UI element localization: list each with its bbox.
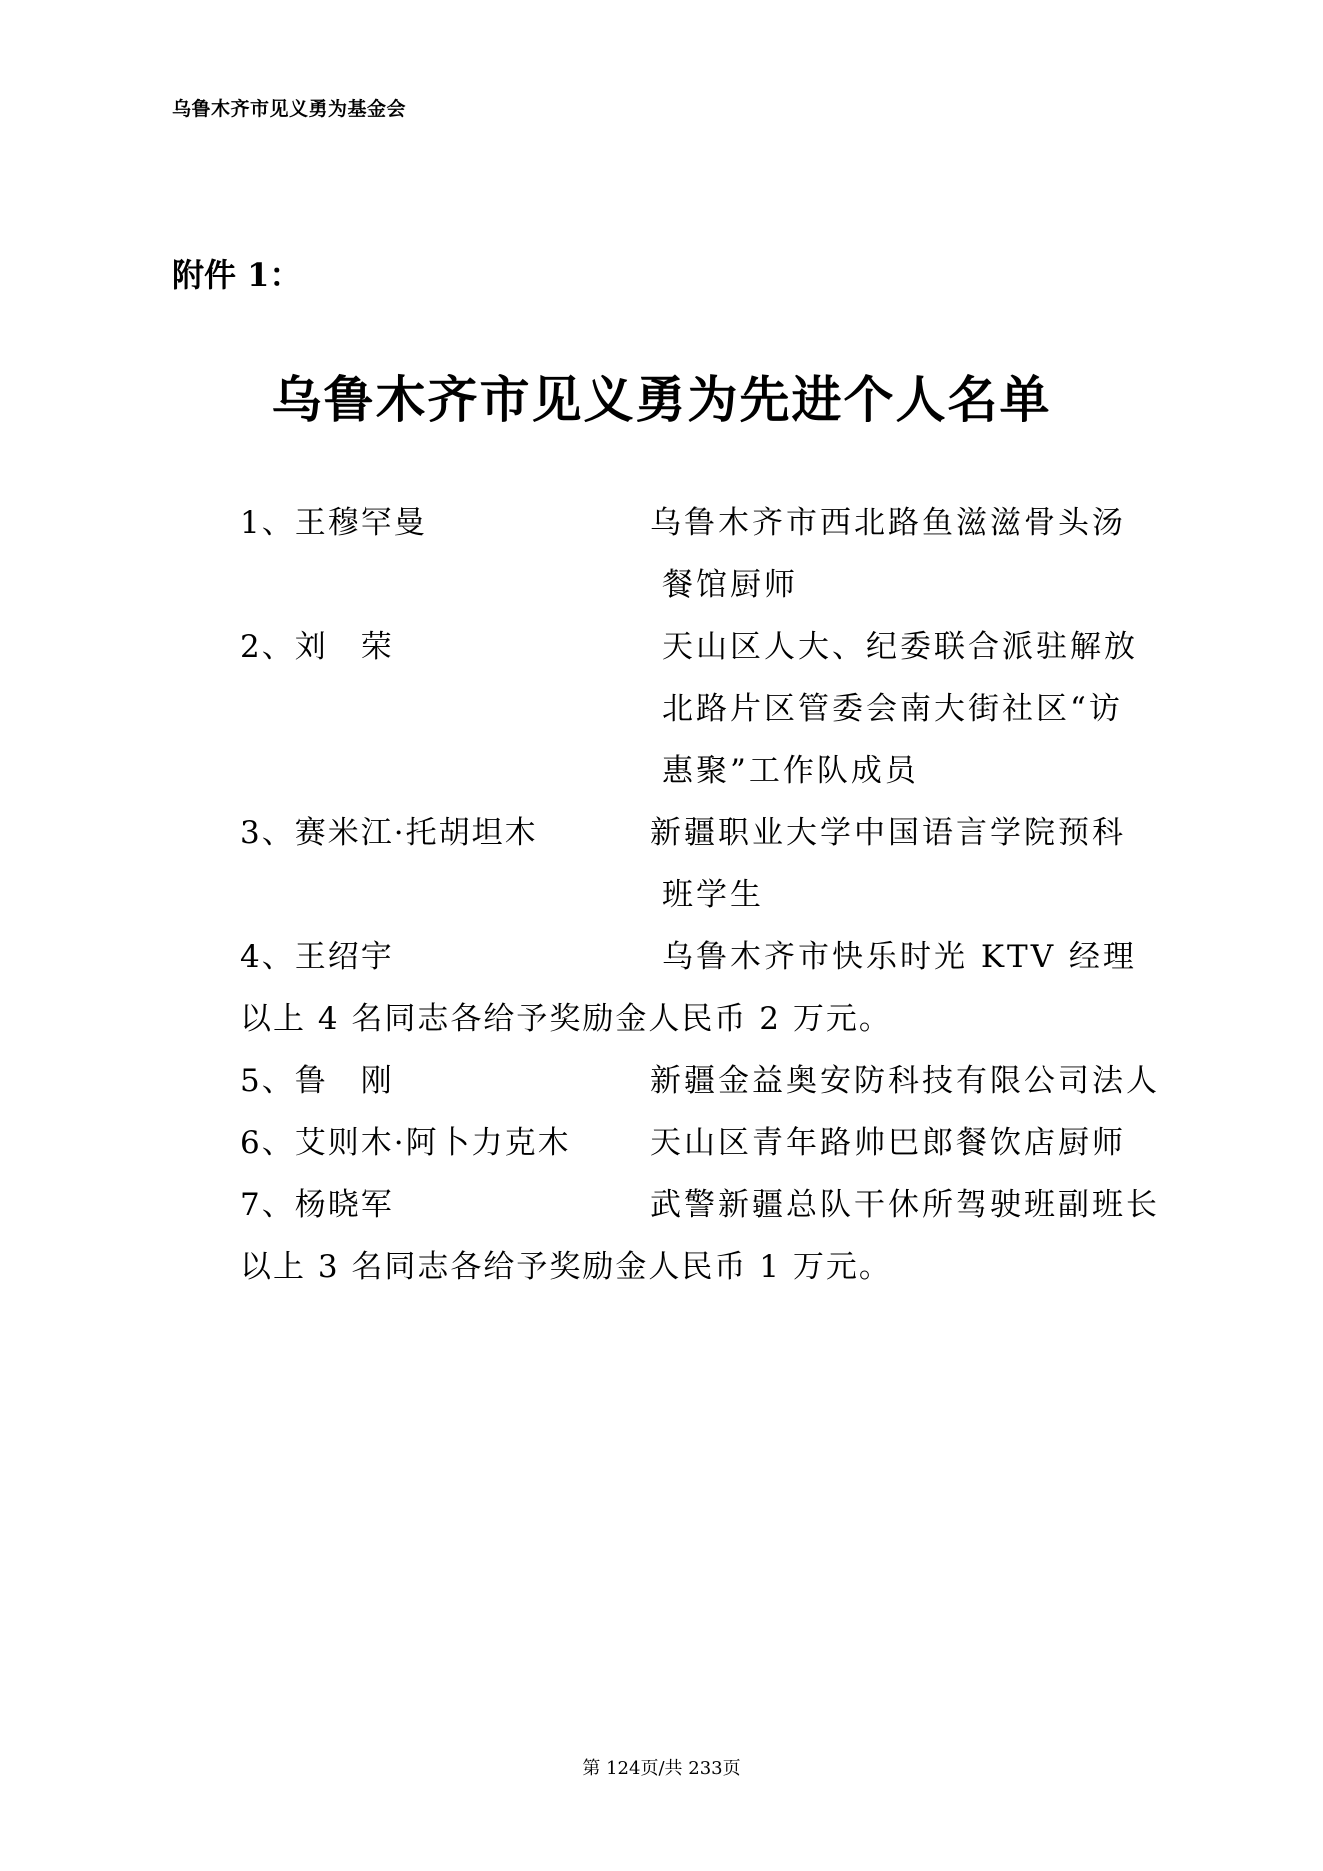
honoree-name: 3、赛米江·托胡坦木 [240,815,538,851]
organization-header: 乌鲁木齐市见义勇为基金会 [172,98,407,120]
list-item [240,1050,1160,1112]
list-item [240,1174,1160,1236]
honoree-name: 6、艾则木·阿卜力克木 [240,1125,571,1161]
description-line: 惠聚”工作队成员 [662,753,919,789]
description-line: 餐馆厨师 [662,567,798,603]
list-item [240,1112,1160,1174]
honoree-name: 7、杨晓军 [240,1187,394,1223]
document-title: 乌鲁木齐市见义勇为先进个人名单 [271,370,1052,429]
honoree-description [650,926,1160,988]
honoree-name: 5、鲁 刚 [240,1063,394,1099]
honoree-name: 1、王穆罕曼 [240,505,427,541]
description-line: 新疆金益奥安防科技有限公司法人 [650,1063,1160,1099]
honoree-description [650,492,1160,616]
description-line: 天山区青年路帅巴郎餐饮店厨师 [650,1125,1126,1161]
honoree-description [650,616,1160,802]
award-summary: 以上 4 名同志各给予奖励金人民币 2 万元。 [240,1001,892,1037]
honoree-description [650,1050,1160,1112]
description-line: 乌鲁木齐市快乐时光 KTV 经理 [662,939,1137,975]
honoree-description [650,802,1160,926]
description-line: 新疆职业大学中国语言学院预科 [650,815,1126,851]
description-line: 天山区人大、纪委联合派驻解放 [662,629,1138,665]
description-line: 武警新疆总队干休所驾驶班副班长 [650,1187,1160,1223]
honoree-name: 4、王绍宇 [240,939,394,975]
description-line: 班学生 [662,877,764,913]
list-item [240,802,1160,926]
list-item [240,616,1160,802]
honoree-description [650,1112,1160,1174]
honoree-list [240,492,1160,1298]
honoree-name: 2、刘 荣 [240,629,394,665]
attachment-label: 附件 1： [172,256,302,294]
list-item [240,926,1160,988]
honoree-description [650,1174,1160,1236]
award-summary: 以上 3 名同志各给予奖励金人民币 1 万元。 [240,1249,892,1285]
description-line: 北路片区管委会南大街社区“访 [662,691,1123,727]
list-item [240,492,1160,616]
page-number: 第 124页/共 233页 [582,1758,741,1779]
description-line: 乌鲁木齐市西北路鱼滋滋骨头汤 [650,505,1126,541]
